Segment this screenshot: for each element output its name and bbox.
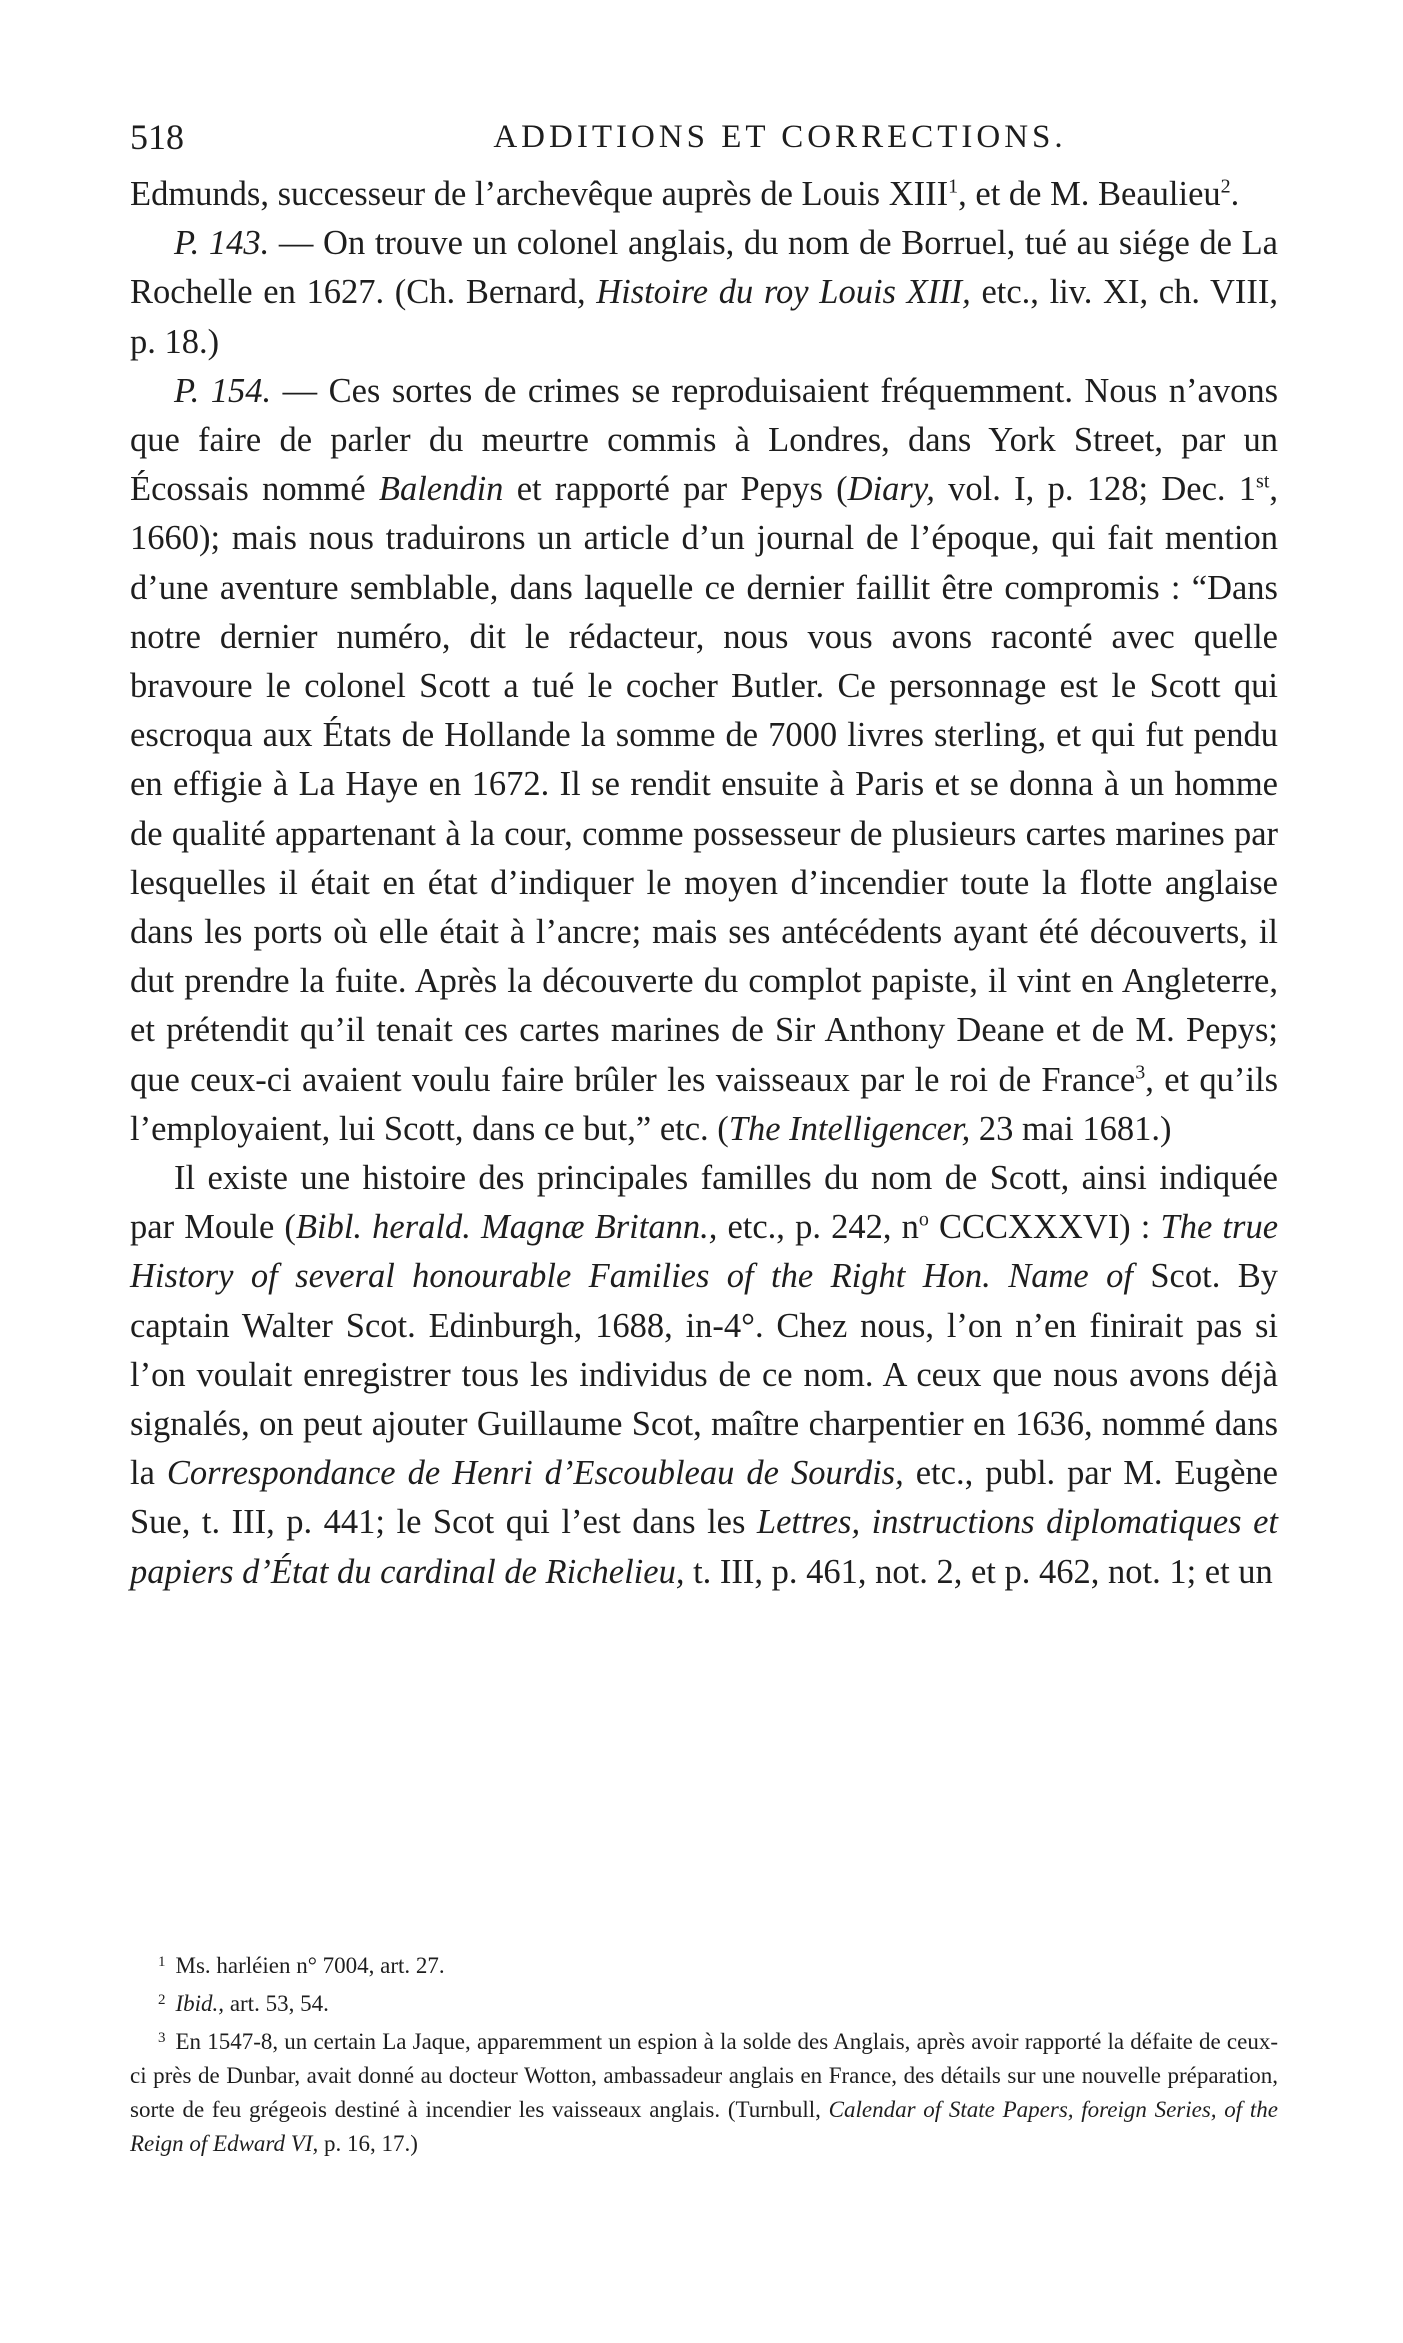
- paragraph-p143: P. 143. — On trouve un colonel anglais, du nom de Borruel, tué au siége de La Rochelle en 1627. (Ch. Bernard, Histoire du roy Louis XIII, etc., liv. XI, ch. VIII, p. 18.): [130, 224, 1278, 361]
- book-title: Correspondance de Henri d’Escoubleau de Sourdis,: [166, 1454, 904, 1493]
- paragraph-p154: P. 154. — Ces sortes de crimes se reproduisaient fréquemment. Nous n’avons que faire de parler du meurtre commis à Londres, dans York Street, par un Écossais nommé Balendin et rapporté par Pepys (Diary, vol. I, p. 128; Dec. 1st, 1660); mais nous traduirons un article d’un journal de l’époque, qui fait mention d’une aventure semblable, dans laquelle ce dernier faillit être compromis : “Dans notre dernier numéro, dit le rédacteur, nous vous avons raconté avec quelle bravoure le colonel Scott a tué le cocher Butler. Ce personnage est le Scott qui escroqua aux États de Hollande la somme de 7000 livres sterling, et qui fut pendu en effigie à La Haye en 1672. Il se rendit ensuite à Paris et se donna à un homme de qualité appartenant à la cour, comme possesseur de plusieurs cartes marines par lesquelles il était en état d’indiquer le moyen d’incendier toute la flotte anglaise dans les ports où elle était à l’ancre; mais ses antécédents ayant été découverts, il dut prendre la fuite. Après la découverte du complot papiste, il vint en Angleterre, et prétendit qu’il tenait ces cartes marines de Sir Anthony Deane et de M. Pepys; que ceux-ci avaient voulu faire brûler les vaisseaux par le roi de France$^3$, et qu’ils l’employaient, lui Scott, dans ce but,” etc. (The Intelligencer, 23 mai 1681.): [130, 371, 1279, 1148]
- book-title: The true History of several honourable Families of the Right Hon. Name of: [130, 1208, 1279, 1296]
- footnote-2: $^2$ Ibid., art. 53, 54.: [158, 1991, 329, 2016]
- page-reference: P. 143.: [174, 224, 270, 263]
- paragraph-continuation: Edmunds, successeur de l’archevêque auprès de Louis XIII$^1$, et de M. Beaulieu$^2$.: [130, 175, 1240, 213]
- page-header: [130, 114, 1280, 160]
- book-title: Histoire du roy Louis XIII,: [596, 273, 971, 312]
- footnote-ref-1: 1: [948, 175, 959, 198]
- footnote-1: $^1$ Ms. harléien n° 7004, art. 27.: [158, 1953, 445, 1978]
- paragraph-scott-family: Il existe une histoire des principales familles du nom de Scott, ainsi indiquée par Moule (Bibl. herald. Magnæ Britann., etc., p. 242, $n^o$ CCCXXXVI) : The true History of several honourable Families of the Right Hon. Name of Scot. By captain Walter Scot. Edinburgh, 1688, in-4°. Chez nous, l’on n’en finirait pas si l’on voulait enregistrer tous les individus de ce nom. A ceux que nous avons déjà signalés, on peut ajouter Guillaume Scot, maître charpentier en 1636, nommé dans la Correspondance de Henri d’Escoubleau de Sourdis, etc., publ. par M. Eugène Sue, t. III, p. 441; le Scot qui l’est dans les Lettres, instructions diplomatiques et papiers d’État du cardinal de Richelieu, t. III, p. 461, not. 2, et p. 462, not. 1; et un: [130, 1159, 1279, 1591]
- page-reference: P. 154.: [174, 371, 272, 410]
- book-title: Diary,: [847, 470, 935, 509]
- footnote-ref-3: 3: [1135, 1061, 1146, 1084]
- main-text: [130, 170, 1278, 1597]
- footnotes: [130, 1945, 1278, 2161]
- page-number: 518: [130, 117, 184, 157]
- running-title: ADDITIONS ET CORRECTIONS.: [493, 119, 1067, 155]
- journal-title: The Intelligencer,: [728, 1109, 971, 1148]
- footnote-3: $^3$ En 1547-8, un certain La Jaque, apparemment un espion à la solde des Anglais, après avoir rapporté la défaite de ceux-ci près de Dunbar, avait donné au docteur Wotton, ambassadeur anglais en France, des détails sur une nouvelle préparation, sorte de feu grégeois destiné à incendier les vaisseaux anglais. (Turnbull, Calendar of State Papers, foreign Series, of the Reign of Edward VI, p. 16, 17.): [130, 2029, 1279, 2156]
- book-title: Lettres, instructions diplomatiques et papiers d’État du cardinal de Richelieu,: [130, 1503, 1278, 1591]
- footnote-ref-2: 2: [1220, 175, 1231, 198]
- person-name: Balendin: [378, 470, 504, 509]
- book-title: Calendar of State Papers, foreign Series, of the Reign of Edward VI,: [130, 2097, 1279, 2156]
- book-title: Bibl. herald. Magnæ Britann.,: [295, 1208, 718, 1247]
